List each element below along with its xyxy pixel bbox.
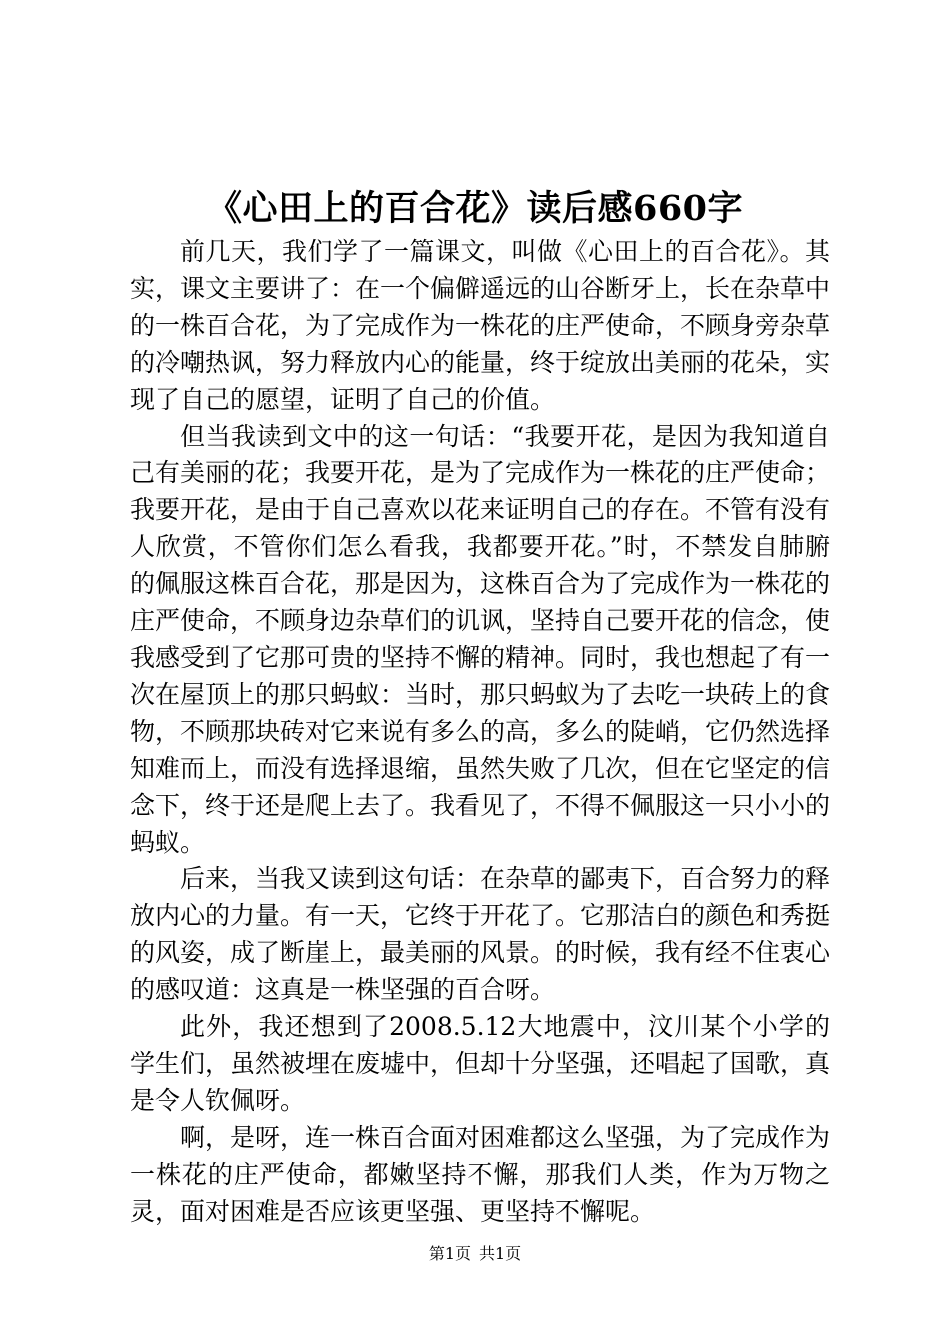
page-count: 共1页 [479,1244,522,1263]
paragraph-1: 前几天，我们学了一篇课文，叫做《心田上的百合花》。其实，课文主要讲了：在一个偏僻遥远的山谷断牙上，长在杂草中的一株百合花，为了完成作为一株花的庄严使命，不顾身旁杂草的冷嘲热讽，努力释放内心的能量，终于绽放出美丽的花朵，实现了自己的愿望，证明了自己的价值。 [130,237,831,414]
paragraph-4: 此外，我还想到了2008.5.12大地震中，汶川某个小学的学生们，虽然被埋在废墟中，但却十分坚强，还唱起了国歌，真是令人钦佩呀。 [130,1012,831,1115]
paragraph-3: 后来，当我又读到这句话：在杂草的鄙夷下，百合努力的释放内心的力量。有一天，它终于开花了。它那洁白的颜色和秀挺的风姿，成了断崖上，最美丽的风景。的时候，我有经不住衷心的感叹道：这真是一株坚强的百合呀。 [130,864,831,1005]
paragraph-2: 但当我读到文中的这一句话：“我要开花，是因为我知道自己有美丽的花；我要开花，是为了完成作为一株花的庄严使命；我要开花，是由于自己喜欢以花来证明自己的存在。不管有没有人欣赏，不管你们怎么看我，我都要开花。”时，不禁发自肺腑的佩服这株百合花，那是因为，这株百合为了完成作为一株花的庄严使命，不顾身边杂草们的讥讽，坚持自己要开花的信念，使我感受到了它那可贵的坚持不懈的精神。同时，我也想起了有一次在屋顶上的那只蚂蚁：当时，那只蚂蚁为了去吃一块砖上的食物，不顾那块砖对它来说有多么的高，多么的陡峭，它仍然选择知难而上，而没有选择退缩，虽然失败了几次，但在它坚定的信念下，终于还是爬上去了。我看见了，不得不佩服这一只小小的蚂蚁。 [130,421,831,857]
paragraph-5: 啊，是呀，连一株百合面对困难都这么坚强，为了完成作为一株花的庄严使命，都嫩坚持不懈，那我们人类，作为万物之灵，面对困难是否应该更坚强、更坚持不懈呢。 [130,1122,831,1226]
page-footer [0,1243,950,1265]
document-body [130,234,830,1230]
document-title: 《心田上的百合花》读后感660字 [206,188,744,229]
page-number: 第1页 [428,1244,471,1263]
